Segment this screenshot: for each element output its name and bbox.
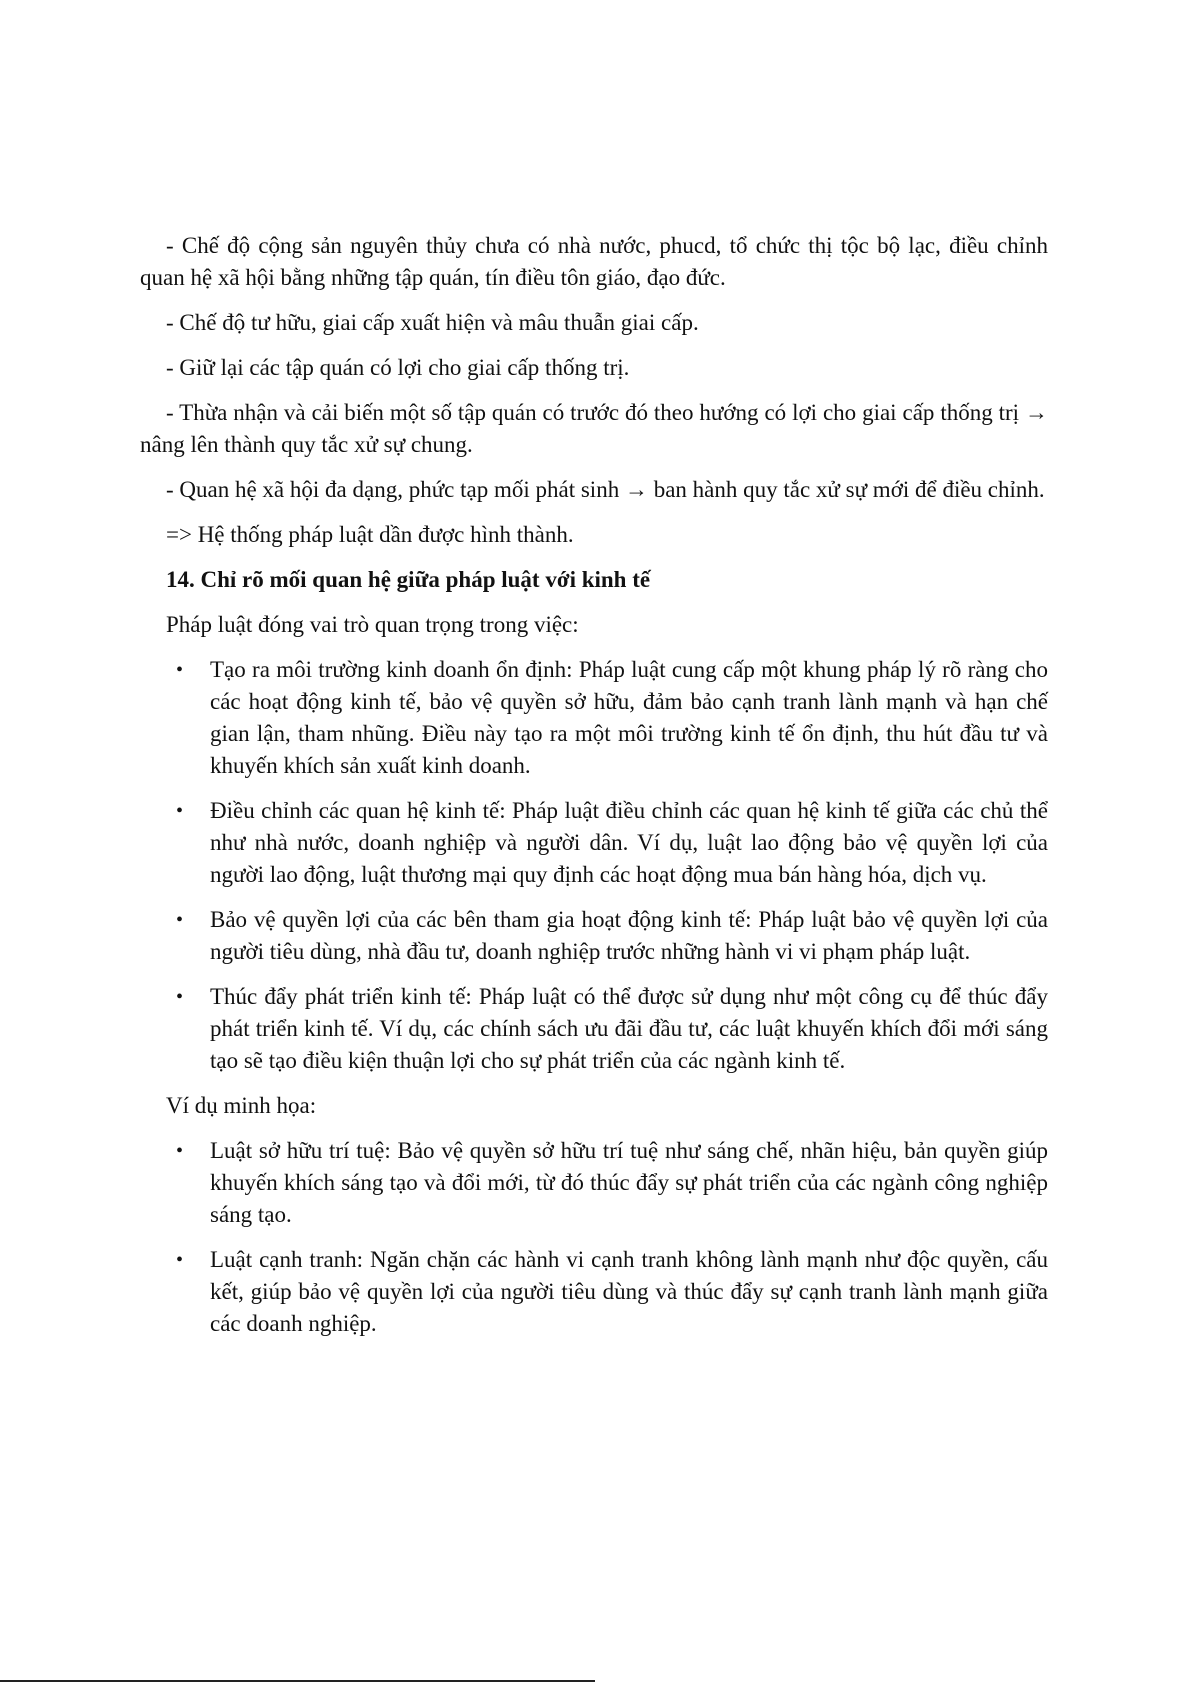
section-heading: 14. Chỉ rõ mối quan hệ giữa pháp luật với kinh tế: [166, 567, 651, 592]
list-item-text: Điều chỉnh các quan hệ kinh tế: Pháp luật điều chỉnh các quan hệ kinh tế giữa các chủ thể như nhà nước, doanh nghiệp và người dân. Ví dụ, luật lao động bảo vệ quyền lợi của người lao động, luật thương mại quy định các hoạt động mua bán hàng hóa, dịch vụ.: [210, 798, 1048, 887]
bullet-icon: •: [176, 1140, 184, 1162]
bullet-icon: •: [176, 986, 184, 1008]
list-item-text: Luật cạnh tranh: Ngăn chặn các hành vi cạnh tranh không lành mạnh như độc quyền, cấu kết, giúp bảo vệ quyền lợi của người tiêu dùng và thúc đẩy sự cạnh tranh lành mạnh giữa các doanh nghiệp.: [210, 1247, 1048, 1336]
list-item: [140, 795, 1048, 891]
list-item-text: Tạo ra môi trường kinh doanh ổn định: Pháp luật cung cấp một khung pháp lý rõ ràng cho các hoạt động kinh tế, bảo vệ quyền sở hữu, đảm bảo cạnh tranh lành mạnh và hạn chế gian lận, tham nhũng. Điều này tạo ra một môi trường kinh tế ổn định, thu hút đầu tư và khuyến khích sản xuất kinh doanh.: [210, 657, 1048, 778]
intro-paragraph-3: - Giữ lại các tập quán có lợi cho giai cấp thống trị.: [166, 355, 630, 380]
list-item: [140, 904, 1048, 968]
intro-paragraph-5: - Quan hệ xã hội đa dạng, phức tạp mối phát sinh → ban hành quy tắc xử sự mới để điều chỉnh.: [166, 477, 1045, 502]
bullet-icon: •: [176, 1249, 184, 1271]
footer-divider: [0, 1680, 595, 1682]
list-item: [140, 1244, 1048, 1340]
document-page: [140, 230, 1048, 1353]
bullet-icon: •: [176, 800, 184, 822]
intro-paragraph-2: - Chế độ tư hữu, giai cấp xuất hiện và mâu thuẫn giai cấp.: [166, 310, 699, 335]
intro-conclusion: => Hệ thống pháp luật dần được hình thành.: [166, 522, 574, 547]
bullet-icon: •: [176, 909, 184, 931]
list-item: [140, 981, 1048, 1077]
intro-paragraph-1: - Chế độ cộng sản nguyên thủy chưa có nhà nước, phucd, tổ chức thị tộc bộ lạc, điều chỉnh quan hệ xã hội bằng những tập quán, tín điều tôn giáo, đạo đức.: [140, 233, 1048, 290]
intro-paragraph-4: - Thừa nhận và cải biến một số tập quán có trước đó theo hướng có lợi cho giai cấp thống trị → nâng lên thành quy tắc xử sự chung.: [140, 400, 1048, 457]
examples-list: [140, 1135, 1048, 1340]
examples-intro: Ví dụ minh họa:: [166, 1093, 317, 1118]
list-item-text: Thúc đẩy phát triển kinh tế: Pháp luật có thể được sử dụng như một công cụ để thúc đẩy phát triển kinh tế. Ví dụ, các chính sách ưu đãi đầu tư, các luật khuyến khích đổi mới sáng tạo sẽ tạo điều kiện thuận lợi cho sự phát triển của các ngành kinh tế.: [210, 984, 1048, 1073]
roles-intro: Pháp luật đóng vai trò quan trọng trong việc:: [166, 612, 579, 637]
list-item-text: Luật sở hữu trí tuệ: Bảo vệ quyền sở hữu trí tuệ như sáng chế, nhãn hiệu, bản quyền giúp khuyến khích sáng tạo và đổi mới, từ đó thúc đẩy sự phát triển của các ngành công nghiệp sáng tạo.: [210, 1138, 1048, 1227]
bullet-icon: •: [176, 659, 184, 681]
list-item: [140, 654, 1048, 782]
roles-list: [140, 654, 1048, 1077]
list-item: [140, 1135, 1048, 1231]
list-item-text: Bảo vệ quyền lợi của các bên tham gia hoạt động kinh tế: Pháp luật bảo vệ quyền lợi của người tiêu dùng, nhà đầu tư, doanh nghiệp trước những hành vi vi phạm pháp luật.: [210, 907, 1048, 964]
